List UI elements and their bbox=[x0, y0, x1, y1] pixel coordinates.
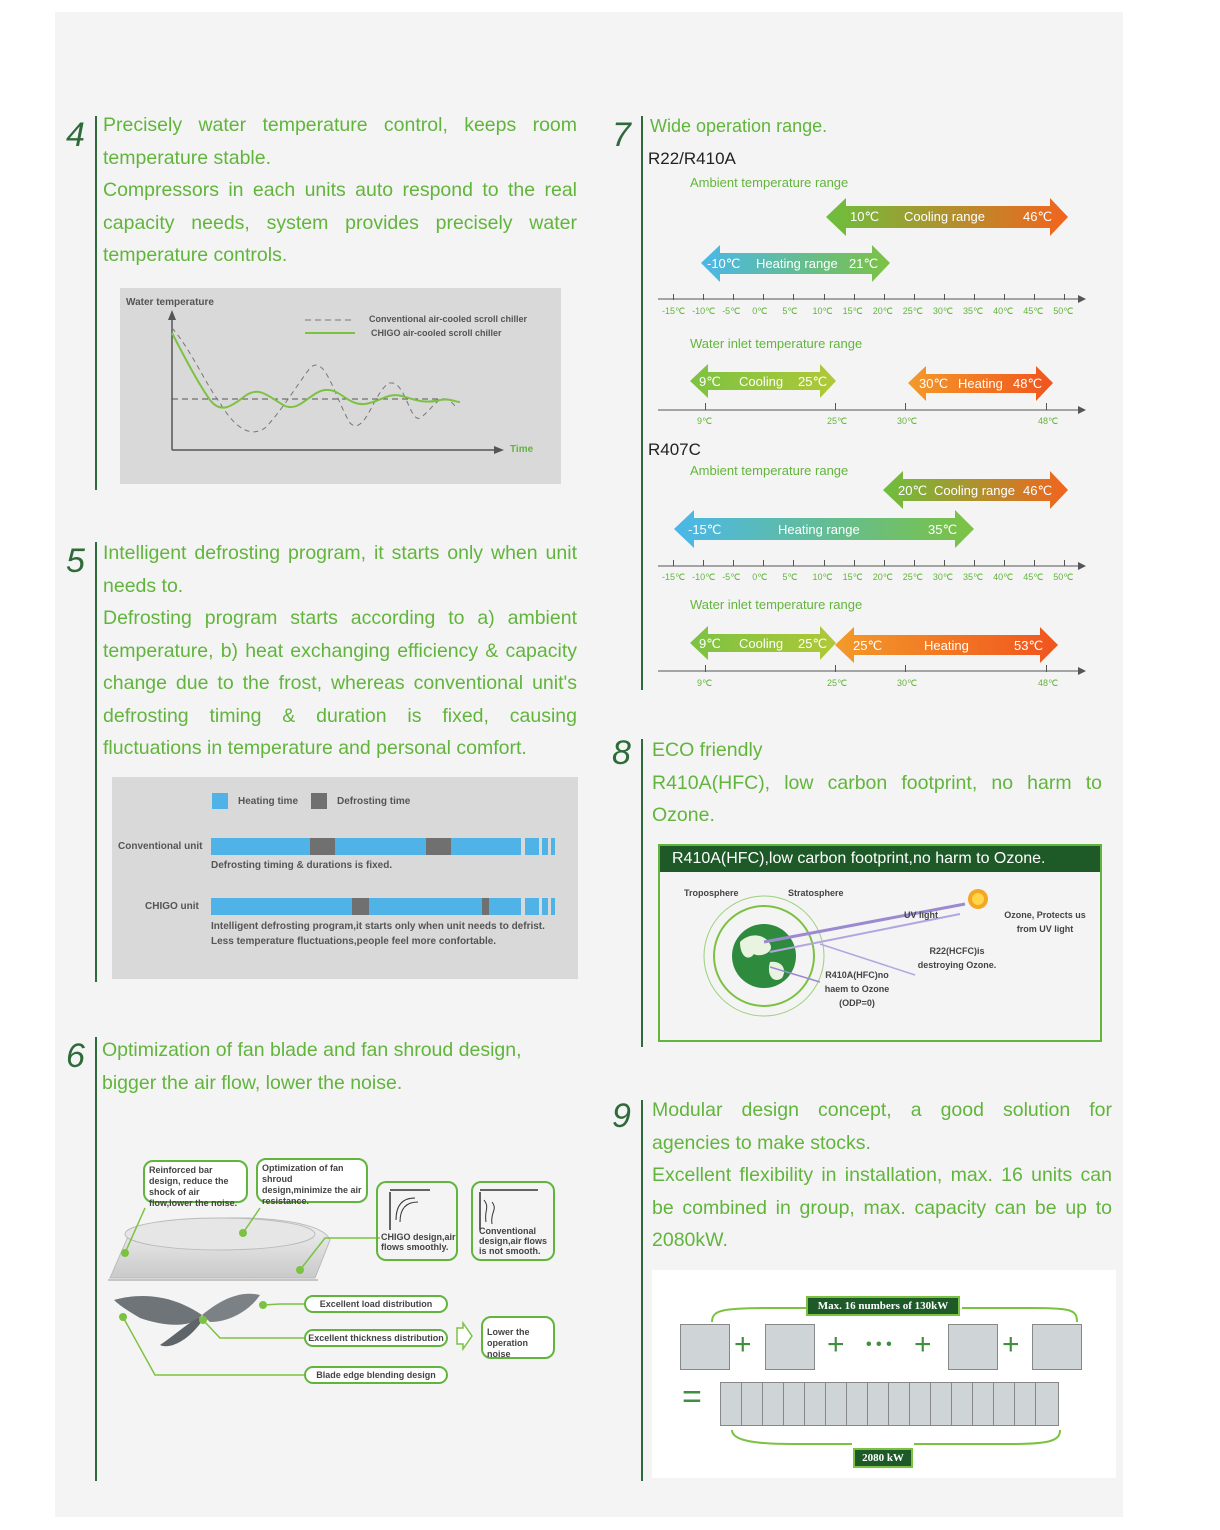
axis-tick: 35℃ bbox=[963, 306, 984, 316]
axis-tick: -10℃ bbox=[692, 306, 716, 316]
capacity-badge: 2080 kW bbox=[853, 1448, 913, 1468]
section-5-rule bbox=[95, 542, 97, 982]
r22-cooling-min: 10℃ bbox=[850, 209, 880, 224]
section-5-number: 5 bbox=[66, 542, 85, 580]
plus-1: + bbox=[734, 1328, 752, 1361]
axis-tick: 40℃ bbox=[993, 572, 1014, 582]
r22-label: R22(HCFC)is destroying Ozone. bbox=[917, 946, 997, 970]
chigo-bar-tail bbox=[525, 898, 539, 915]
r22-heating-label: Heating range bbox=[756, 256, 838, 271]
water-axis-tick: 9℃ bbox=[697, 678, 713, 688]
r22-cooling-label: Cooling range bbox=[904, 209, 985, 224]
section-7-number: 7 bbox=[612, 116, 631, 154]
section-6-text bbox=[102, 1034, 576, 1099]
water-temp-xlabel: Time bbox=[510, 444, 534, 455]
water-axis-tick: 48℃ bbox=[1038, 678, 1059, 688]
water-temp-legend-chigo: CHIGO air-cooled scroll chiller bbox=[371, 328, 502, 338]
section-9-line2: Excellent flexibility in installation, max. 16 units can be combined in group, max. capacity can be up to 2080kW. bbox=[652, 1164, 1112, 1251]
axis-tick-mark bbox=[884, 294, 885, 300]
conventional-bar-tail2 bbox=[542, 838, 548, 855]
r407-w-cooling-min: 9℃ bbox=[699, 636, 721, 651]
section-8-rule bbox=[641, 739, 643, 1047]
section-8-line1: ECO friendly bbox=[652, 739, 763, 761]
axis-tick-mark bbox=[944, 294, 945, 300]
section-4-rule bbox=[95, 116, 97, 490]
water-axis-tick-mark bbox=[905, 665, 906, 672]
axis-tick: 15℃ bbox=[842, 572, 863, 582]
section-7-title: Wide operation range. bbox=[650, 116, 828, 136]
legend-heating-label: Heating time bbox=[238, 796, 299, 807]
water-axis-tick-mark bbox=[835, 665, 836, 672]
chigo-note-2: Less temperature fluctuations,people feel more confortable. bbox=[211, 936, 497, 947]
section-5-line1: Intelligent defrosting program, it starts only when unit needs to. bbox=[103, 542, 577, 597]
axis-tick-mark bbox=[854, 294, 855, 300]
axis-tick-mark bbox=[944, 560, 945, 566]
water-axis-tick: 30℃ bbox=[897, 416, 918, 426]
axis-tick-mark bbox=[763, 294, 764, 300]
plus-4: + bbox=[1002, 1328, 1020, 1361]
r407-w-heating-max: 53℃ bbox=[1014, 638, 1044, 653]
axis-tick: -5℃ bbox=[722, 572, 741, 582]
eco-diagram bbox=[658, 844, 1102, 1042]
axis-tick: 15℃ bbox=[842, 306, 863, 316]
axis-tick-mark bbox=[673, 294, 674, 300]
pill-thickness-distribution: Excellent thickness distribution bbox=[304, 1329, 448, 1347]
axis-tick-mark bbox=[763, 560, 764, 566]
unit-2 bbox=[765, 1324, 815, 1370]
conventional-defrost-2 bbox=[426, 838, 451, 855]
unit-1 bbox=[680, 1324, 730, 1370]
axis-tick: 35℃ bbox=[963, 572, 984, 582]
axis-tick: 10℃ bbox=[812, 306, 833, 316]
unit-4 bbox=[1032, 1324, 1082, 1370]
axis-tick-mark bbox=[974, 294, 975, 300]
modular-diagram bbox=[652, 1270, 1116, 1478]
equals-sign: = bbox=[682, 1378, 702, 1416]
callout-reinforced-bar: Reinforced bar design, reduce the shock of air flow,lower the noise. bbox=[143, 1160, 248, 1203]
section-5-line2: Defrosting program starts according to a) ambient temperature, b) heat exchanging efficiency & capacity change due to the frost, whereas conventional unit's defrosting timing & duration is fixed, causing fluctuations in temperature and personal comfort. bbox=[103, 607, 577, 759]
axis-tick: -15℃ bbox=[662, 572, 686, 582]
ellipsis: • • • bbox=[866, 1336, 892, 1353]
r407-heating-min: -15℃ bbox=[688, 522, 722, 537]
water-axis-tick-mark bbox=[1046, 665, 1047, 672]
r22-w-heating-label: Heating bbox=[958, 376, 1003, 391]
r407-cooling-min: 20℃ bbox=[898, 483, 928, 498]
water-axis-tick-mark bbox=[705, 403, 706, 410]
unit-3 bbox=[948, 1324, 998, 1370]
axis-tick-mark bbox=[1004, 294, 1005, 300]
section-9-number: 9 bbox=[612, 1097, 631, 1135]
axis-tick: 20℃ bbox=[872, 306, 893, 316]
conventional-note: Defrosting timing & durations is fixed. bbox=[211, 860, 393, 871]
r407-heating-max: 35℃ bbox=[928, 522, 958, 537]
defrost-chart bbox=[112, 777, 578, 979]
chigo-defrost-1 bbox=[352, 898, 369, 915]
axis-tick-mark bbox=[914, 294, 915, 300]
axis-tick-mark bbox=[1064, 294, 1065, 300]
axis-tick-mark bbox=[1034, 294, 1035, 300]
r22-heating-min: -10℃ bbox=[707, 256, 741, 271]
r22-w-heating-max: 48℃ bbox=[1013, 376, 1043, 391]
water-temp-ylabel: Water temperature bbox=[126, 297, 214, 308]
unit-module bbox=[1035, 1382, 1059, 1426]
r22-ambient-title: Ambient temperature range bbox=[690, 175, 849, 190]
r407-w-cooling-label: Cooling bbox=[739, 636, 784, 651]
chigo-unit-label: CHIGO unit bbox=[145, 901, 199, 912]
chigo-bar-tail2 bbox=[542, 898, 548, 915]
axis-tick-mark bbox=[824, 560, 825, 566]
axis-tick: 0℃ bbox=[752, 572, 768, 582]
max-units-badge: Max. 16 numbers of 130kW bbox=[806, 1296, 960, 1316]
axis-tick: 30℃ bbox=[932, 306, 954, 316]
axis-tick-mark bbox=[854, 560, 855, 566]
water-axis-tick-mark bbox=[705, 665, 706, 672]
ref-r22-r410a: R22/R410A bbox=[648, 149, 736, 168]
section-8-number: 8 bbox=[612, 734, 631, 772]
axis-tick: 30℃ bbox=[932, 572, 954, 582]
water-axis-tick: 30℃ bbox=[897, 678, 918, 688]
ref-r407c: R407C bbox=[648, 440, 701, 459]
water-temp-legend-conventional: Conventional air-cooled scroll chiller bbox=[369, 314, 528, 324]
axis-tick-mark bbox=[703, 294, 704, 300]
axis-tick-mark bbox=[793, 294, 794, 300]
r22-heating-max: 21℃ bbox=[849, 256, 879, 271]
section-6-number: 6 bbox=[66, 1037, 85, 1075]
pill-load-distribution: Excellent load distribution bbox=[304, 1295, 448, 1313]
section-8-text bbox=[652, 734, 1102, 832]
legend-heating-swatch bbox=[212, 793, 228, 809]
water-axis-tick: 9℃ bbox=[697, 416, 713, 426]
axis-tick-mark bbox=[824, 294, 825, 300]
legend-defrosting-swatch bbox=[311, 793, 327, 809]
section-4-number: 4 bbox=[66, 116, 85, 154]
section-4-text bbox=[103, 109, 577, 272]
axis-tick-mark bbox=[914, 560, 915, 566]
conventional-bar-tail3 bbox=[551, 838, 555, 855]
stratosphere-label: Stratosphere bbox=[788, 888, 844, 898]
callout-chigo-design: CHIGO design,air flows smoothly. bbox=[381, 1232, 456, 1252]
axis-tick-mark bbox=[1034, 560, 1035, 566]
conventional-bar-tail bbox=[525, 838, 539, 855]
water-temp-chart bbox=[120, 288, 561, 484]
axis-tick: 0℃ bbox=[752, 306, 768, 316]
callout-conventional-design: Conventional design,air flows is not smooth. bbox=[479, 1226, 548, 1256]
unit-row bbox=[720, 1382, 1064, 1428]
conventional-unit-label: Conventional unit bbox=[118, 841, 203, 852]
r22-w-cooling-min: 9℃ bbox=[699, 374, 721, 389]
water-axis-tick-mark bbox=[1046, 403, 1047, 410]
section-9-text bbox=[652, 1094, 1112, 1257]
r407-cooling-label: Cooling range bbox=[934, 483, 1015, 498]
axis-tick: 50℃ bbox=[1053, 572, 1074, 582]
r407-heating-label: Heating range bbox=[778, 522, 860, 537]
axis-tick: 5℃ bbox=[782, 572, 798, 582]
plus-3: + bbox=[914, 1328, 932, 1361]
r407-ambient-title: Ambient temperature range bbox=[690, 463, 849, 478]
axis-tick-mark bbox=[733, 560, 734, 566]
r407-water-title: Water inlet temperature range bbox=[690, 597, 863, 612]
axis-tick-mark bbox=[673, 560, 674, 566]
section-4-line2: Compressors in each units auto respond to the real capacity needs, system provides precisely water temperature controls. bbox=[103, 179, 577, 266]
r22-water-title: Water inlet temperature range bbox=[690, 336, 863, 351]
r22-cooling-max: 46℃ bbox=[1023, 209, 1053, 224]
water-axis-tick-mark bbox=[835, 403, 836, 410]
r22-w-cooling-label: Cooling bbox=[739, 374, 784, 389]
ozone-label: Ozone, Protects us from UV light bbox=[1004, 910, 1086, 934]
water-axis-tick-mark bbox=[905, 403, 906, 410]
uv-light-label: UV light bbox=[904, 910, 938, 920]
axis-tick-mark bbox=[974, 560, 975, 566]
axis-tick: -5℃ bbox=[722, 306, 741, 316]
r407-w-cooling-max: 25℃ bbox=[798, 636, 828, 651]
axis-tick: 20℃ bbox=[872, 572, 893, 582]
legend-defrosting-label: Defrosting time bbox=[337, 796, 411, 807]
axis-tick-mark bbox=[733, 294, 734, 300]
eco-header: R410A(HFC),low carbon footprint,no harm to Ozone. bbox=[660, 846, 1100, 872]
axis-tick: -10℃ bbox=[692, 572, 716, 582]
r22-w-cooling-max: 25℃ bbox=[798, 374, 828, 389]
section-5-text bbox=[103, 537, 577, 765]
axis-tick: 10℃ bbox=[812, 572, 833, 582]
conventional-bar bbox=[211, 838, 521, 855]
conventional-defrost-1 bbox=[310, 838, 335, 855]
result-lower-noise: Lower the operation noise bbox=[481, 1316, 555, 1359]
section-9-rule bbox=[641, 1100, 643, 1481]
section-4-line1: Precisely water temperature control, keeps room temperature stable. bbox=[103, 114, 577, 169]
r407-w-heating-min: 25℃ bbox=[853, 638, 883, 653]
chigo-note-1: Intelligent defrosting program,it starts only when unit needs to defrist. bbox=[211, 921, 545, 932]
axis-tick-mark bbox=[1064, 560, 1065, 566]
r407-cooling-max: 46℃ bbox=[1023, 483, 1053, 498]
water-axis-tick: 25℃ bbox=[827, 678, 848, 688]
chigo-bar-tail3 bbox=[551, 898, 555, 915]
water-axis-tick: 25℃ bbox=[827, 416, 848, 426]
callout-shroud: Optimization of fan shroud design,minimize the air resistance. bbox=[256, 1158, 368, 1203]
water-axis-tick: 48℃ bbox=[1038, 416, 1059, 426]
plus-2: + bbox=[827, 1328, 845, 1361]
axis-tick: 25℃ bbox=[902, 306, 923, 316]
axis-tick: -15℃ bbox=[662, 306, 686, 316]
axis-tick-mark bbox=[793, 560, 794, 566]
axis-tick-mark bbox=[703, 560, 704, 566]
axis-tick: 25℃ bbox=[902, 572, 923, 582]
axis-tick: 50℃ bbox=[1053, 306, 1074, 316]
chigo-defrost-2 bbox=[482, 898, 489, 915]
section-8-line2: R410A(HFC), low carbon footprint, no harm to Ozone. bbox=[652, 771, 1102, 826]
axis-tick: 40℃ bbox=[993, 306, 1014, 316]
axis-tick-mark bbox=[884, 560, 885, 566]
axis-tick: 45℃ bbox=[1023, 306, 1044, 316]
axis-tick: 5℃ bbox=[782, 306, 798, 316]
r407-w-heating-label: Heating bbox=[924, 638, 969, 653]
troposphere-label: Troposphere bbox=[684, 888, 739, 898]
section-6-rule bbox=[95, 1037, 97, 1481]
section-9-line1: Modular design concept, a good solution for agencies to make stocks. bbox=[652, 1099, 1112, 1154]
water-temp-plot bbox=[120, 288, 561, 484]
axis-tick: 45℃ bbox=[1023, 572, 1044, 582]
r22-w-heating-min: 30℃ bbox=[919, 376, 949, 391]
r410a-label: R410A(HFC)no haem to Ozone (ODP=0) bbox=[824, 970, 890, 1008]
pill-blade-edge: Blade edge blending design bbox=[304, 1366, 448, 1384]
section-6-line1: Optimization of fan blade and fan shroud design, bigger the air flow, lower the noise. bbox=[102, 1039, 522, 1094]
axis-tick-mark bbox=[1004, 560, 1005, 566]
